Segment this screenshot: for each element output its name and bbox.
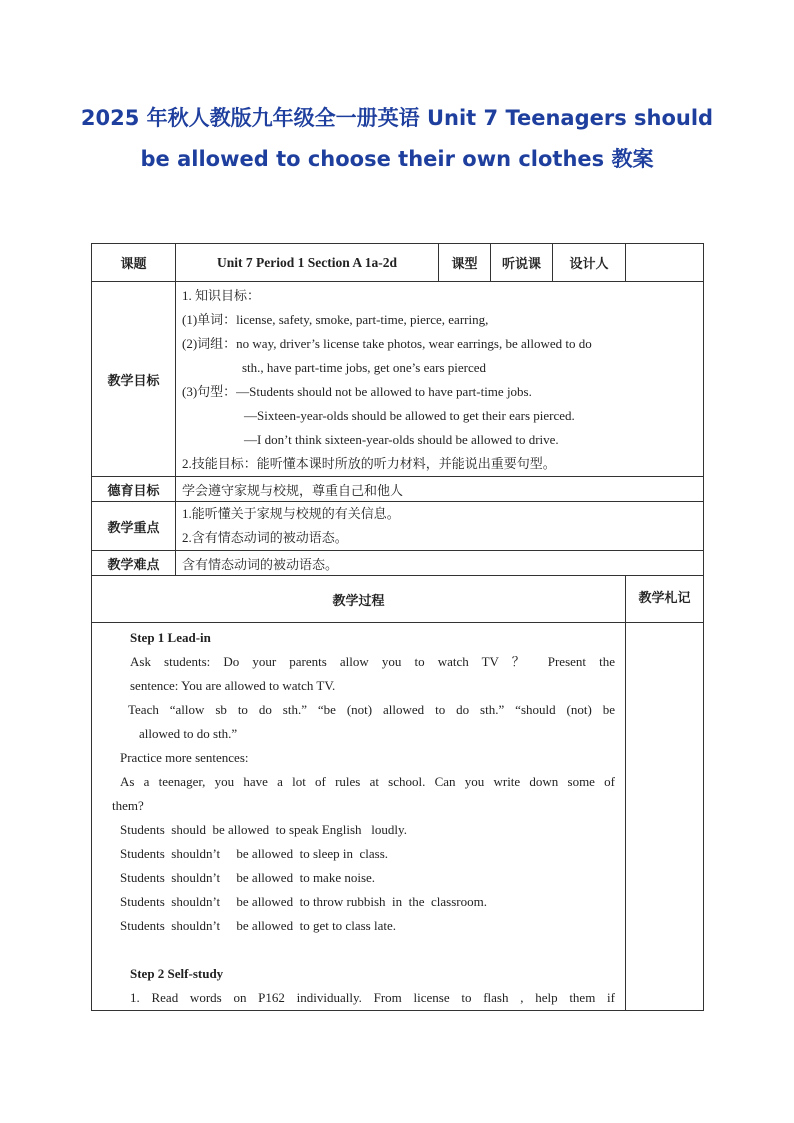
process-content	[92, 623, 626, 1011]
step-1-title: Step 1 Lead-in	[130, 630, 211, 645]
designer-value	[626, 244, 704, 282]
key-point-line: 2.含有情态动词的被动语态。	[182, 530, 348, 545]
process-header-row	[92, 576, 704, 623]
moral-value: 学会遵守家规与校规，尊重自己和他人	[176, 477, 704, 502]
objective-line: 1. 知识目标：	[182, 288, 261, 303]
objectives-row	[92, 282, 704, 477]
process-line: As a teenager, you have a lot of rules at school. Can you write down some of	[120, 774, 615, 789]
designer-label: 设计人	[553, 244, 626, 282]
objective-line: (3)句型：—Students should not be allowed to have part-time jobs.	[182, 384, 532, 399]
objectives-content	[176, 282, 704, 477]
objective-line: (2)词组：no way, driver’s license take photos, wear earrings, be allowed to do	[182, 336, 592, 351]
moral-label: 德育目标	[92, 477, 176, 502]
process-line: them?	[112, 798, 144, 813]
document-title-line-1: 2025 年秋人教版九年级全一册英语 Unit 7 Teenagers should	[80, 106, 714, 130]
process-header: 教学过程	[92, 576, 626, 623]
key-points-content	[176, 502, 704, 551]
difficulty-row	[92, 551, 704, 576]
process-row	[92, 623, 704, 1011]
spacer	[112, 938, 615, 962]
document-title	[60, 98, 734, 180]
objective-line: —I don’t think sixteen-year-olds should be allowed to drive.	[244, 432, 559, 447]
lesson-type-label: 课型	[439, 244, 491, 282]
objectives-label: 教学目标	[92, 282, 176, 477]
lesson-plan-table	[91, 243, 704, 1011]
process-line: Students shouldn’t be allowed to make noise.	[120, 870, 376, 885]
notes-content	[626, 623, 704, 1011]
process-line: Practice more sentences:	[120, 750, 249, 765]
moral-row	[92, 477, 704, 502]
process-line: sentence: You are allowed to watch TV.	[130, 678, 336, 693]
topic-label: 课题	[92, 244, 176, 282]
objective-line: sth., have part-time jobs, get one’s ears pierced	[242, 360, 487, 375]
key-points-label: 教学重点	[92, 502, 176, 551]
topic-value: Unit 7 Period 1 Section A 1a-2d	[176, 244, 439, 282]
process-line: Students shouldn’t be allowed to throw rubbish in the classroom.	[120, 894, 487, 909]
lesson-type-value: 听说课	[491, 244, 553, 282]
process-line: allowed to do sth.”	[139, 726, 238, 741]
process-line: Students shouldn’t be allowed to sleep in class.	[120, 846, 389, 861]
objective-line: —Sixteen-year-olds should be allowed to get their ears pierced.	[244, 408, 575, 423]
step-2-title: Step 2 Self-study	[130, 966, 224, 981]
process-line: 1. Read words on P162 individually. From license to flash , help them if	[130, 990, 615, 1005]
objective-line: (1)单词：license, safety, smoke, part-time, pierce, earring,	[182, 312, 489, 327]
notes-header: 教学札记	[626, 576, 704, 623]
key-points-row	[92, 502, 704, 551]
objective-line: 2.技能目标：能听懂本课时所放的听力材料，并能说出重要句型。	[182, 456, 556, 471]
document-title-line-2: be allowed to choose their own clothes 教案	[140, 147, 654, 171]
key-point-line: 1.能听懂关于家规与校规的有关信息。	[182, 506, 400, 521]
difficulty-label: 教学难点	[92, 551, 176, 576]
topic-row	[92, 244, 704, 282]
process-line: Ask students: Do your parents allow you to watch TV ？ Present the	[130, 654, 615, 669]
process-line: Students should be allowed to speak English loudly.	[120, 822, 407, 837]
process-line: Students shouldn’t be allowed to get to class late.	[120, 918, 396, 933]
process-line: Teach “allow sb to do sth.” “be (not) allowed to do sth.” “should (not) be	[128, 702, 615, 717]
difficulty-value: 含有情态动词的被动语态。	[176, 551, 704, 576]
